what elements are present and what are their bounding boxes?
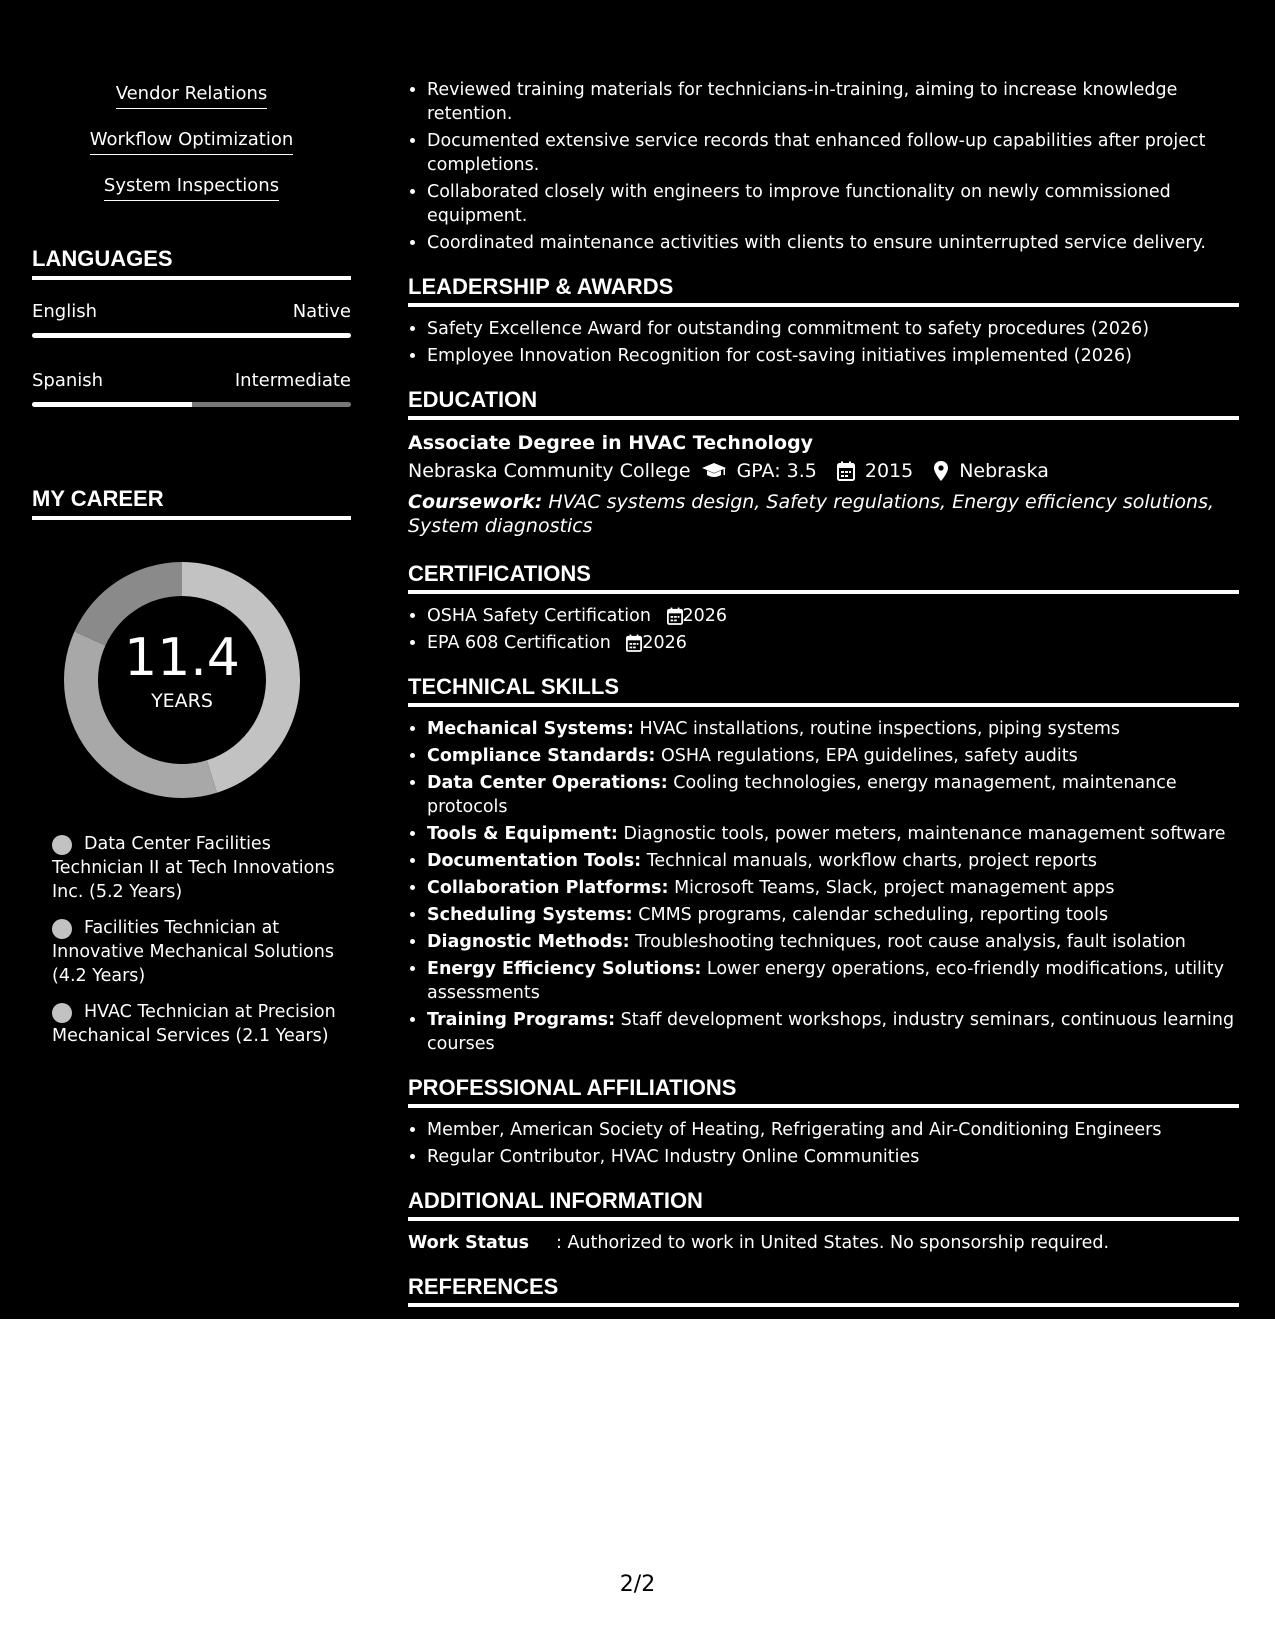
- career-text: Data Center Facilities Technician II at Tech Innovations Inc. (5.2 Years): [52, 834, 335, 902]
- skill-label: Training Programs:: [427, 1010, 616, 1030]
- skill-label: Tools & Equipment:: [427, 824, 618, 844]
- skill-text: HVAC installations, routine inspections, piping systems: [633, 719, 1121, 739]
- certifications-list: [408, 604, 1239, 655]
- language-name: English: [32, 301, 97, 322]
- career-text: Facilities Technician at Innovative Mechanical Solutions (4.2 Years): [52, 918, 334, 986]
- skill-links: [32, 82, 351, 201]
- skill-text: Troubleshooting techniques, root cause analysis, fault isolation: [629, 932, 1186, 952]
- info-label: Work Status: [408, 1233, 530, 1253]
- coursework-text: HVAC systems design, Safety regulations, Energy efficiency solutions, System diagnostics: [408, 491, 1215, 537]
- skill-item: [427, 903, 1239, 927]
- awards-list: [408, 317, 1239, 368]
- experience-bullet: • Documented extensive service records that enhanced follow-up capabilities after project completions.: [427, 129, 1239, 177]
- additional-info-row: [408, 1231, 1239, 1255]
- award-item: • Employee Innovation Recognition for cost-saving initiatives implemented (2026): [427, 344, 1239, 368]
- career-donut: [62, 560, 302, 800]
- certification-year: 2026: [682, 606, 728, 626]
- skill-text: Cooling technologies, energy management, maintenance protocols: [427, 773, 1177, 817]
- skill-label: Mechanical Systems:: [427, 719, 634, 739]
- language-name: Spanish: [32, 370, 104, 391]
- additional-heading: ADDITIONAL INFORMATION: [408, 1187, 1239, 1221]
- sidebar: [32, 82, 351, 1060]
- calendar-icon: [667, 607, 683, 625]
- career-list: [32, 832, 351, 1048]
- career-item: [32, 916, 351, 988]
- skill-label: Collaboration Platforms:: [427, 878, 669, 898]
- skill-label: Data Center Operations:: [427, 773, 668, 793]
- certifications-heading: CERTIFICATIONS: [408, 560, 1239, 594]
- skill-link[interactable]: System Inspections: [104, 174, 279, 201]
- education-school: Nebraska Community College: [408, 460, 691, 482]
- affiliations-list: [408, 1118, 1239, 1169]
- affiliations-heading: PROFESSIONAL AFFILIATIONS: [408, 1074, 1239, 1108]
- career-total: 11.4: [124, 628, 240, 688]
- skill-text: Staff development workshops, industry seminars, continuous learning courses: [427, 1010, 1235, 1054]
- experience-bullets: [408, 78, 1239, 255]
- career-text: HVAC Technician at Precision Mechanical Services (2.1 Years): [52, 1002, 336, 1046]
- skill-link[interactable]: Workflow Optimization: [90, 128, 294, 155]
- affiliation-item: • Member, American Society of Heating, Refrigerating and Air-Conditioning Engineers: [427, 1118, 1239, 1142]
- skill-text: Diagnostic tools, power meters, maintenance management software: [617, 824, 1226, 844]
- skills-heading: TECHNICAL SKILLS: [408, 673, 1239, 707]
- references-text: AVAILABLE ON REQUEST: [408, 1318, 629, 1339]
- calendar-icon: [626, 634, 642, 652]
- page-number: 2/2: [619, 1572, 656, 1597]
- career-heading: MY CAREER: [32, 485, 351, 520]
- education-year: 2015: [864, 460, 914, 482]
- education-coursework: [408, 490, 1239, 538]
- graduation-cap-icon: [701, 461, 727, 481]
- skill-label: Diagnostic Methods:: [427, 932, 630, 952]
- skills-list: [408, 717, 1239, 1056]
- skill-label: Scheduling Systems:: [427, 905, 633, 925]
- education-location: Nebraska: [959, 460, 1049, 482]
- language-spanish: [32, 369, 351, 407]
- skill-text: Technical manuals, workflow charts, project reports: [641, 851, 1097, 871]
- skill-item: [427, 717, 1239, 741]
- education-gpa: GPA: 3.5: [736, 460, 817, 482]
- coursework-label: Coursework:: [408, 491, 543, 513]
- main-content: [408, 78, 1239, 1341]
- career-dot: [52, 919, 72, 939]
- skill-text: Lower energy operations, eco-friendly modifications, utility assessments: [427, 959, 1224, 1003]
- education-degree: Associate Degree in HVAC Technology: [408, 432, 814, 454]
- skill-item: [427, 1008, 1239, 1056]
- location-pin-icon: [933, 460, 949, 482]
- references-heading: REFERENCES: [408, 1273, 1239, 1307]
- language-bar-fill: [32, 333, 351, 338]
- skill-label: Documentation Tools:: [427, 851, 642, 871]
- career-item: [32, 832, 351, 904]
- skill-item: [427, 744, 1239, 768]
- career-item: [32, 1000, 351, 1048]
- skill-text: CMMS programs, calendar scheduling, reporting tools: [632, 905, 1109, 925]
- skill-link[interactable]: Vendor Relations: [116, 82, 268, 109]
- award-item: • Safety Excellence Award for outstanding commitment to safety procedures (2026): [427, 317, 1239, 341]
- affiliation-item: • Regular Contributor, HVAC Industry Online Communities: [427, 1145, 1239, 1169]
- skill-text: OSHA regulations, EPA guidelines, safety audits: [655, 746, 1078, 766]
- skill-item: [427, 771, 1239, 819]
- experience-bullet: • Coordinated maintenance activities with clients to ensure uninterrupted service delivery.: [427, 231, 1239, 255]
- skill-item: [427, 930, 1239, 954]
- skill-item: [427, 822, 1239, 846]
- skill-item: [427, 957, 1239, 1005]
- language-bar: [32, 402, 351, 407]
- skill-text: Microsoft Teams, Slack, project management apps: [668, 878, 1115, 898]
- career-unit: YEARS: [151, 690, 213, 712]
- skill-label: Compliance Standards:: [427, 746, 656, 766]
- language-level: Intermediate: [234, 370, 351, 391]
- education-heading: EDUCATION: [408, 386, 1239, 420]
- certification-item: [427, 604, 1239, 628]
- language-level: Native: [292, 301, 351, 322]
- certification-item: [427, 631, 1239, 655]
- skill-item: [427, 876, 1239, 900]
- certification-name: EPA 608 Certification: [427, 633, 611, 653]
- language-bar: [32, 333, 351, 338]
- language-english: [32, 300, 351, 338]
- education-meta: [408, 456, 1239, 486]
- skill-label: Energy Efficiency Solutions:: [427, 959, 702, 979]
- certification-year: 2026: [642, 633, 687, 653]
- experience-bullet: • Collaborated closely with engineers to improve functionality on newly commissioned equipment.: [427, 180, 1239, 228]
- language-bar-fill: [32, 402, 192, 407]
- experience-bullet: • Reviewed training materials for technicians-in-training, aiming to increase knowledge retention.: [427, 78, 1239, 126]
- career-dot: [52, 835, 72, 855]
- certification-name: OSHA Safety Certification: [427, 606, 651, 626]
- info-text: : Authorized to work in United States. No sponsorship required.: [556, 1233, 1110, 1253]
- career-dot: [52, 1003, 72, 1023]
- calendar-icon: [837, 461, 855, 481]
- skill-item: [427, 849, 1239, 873]
- languages-heading: LANGUAGES: [32, 245, 351, 280]
- awards-heading: LEADERSHIP & AWARDS: [408, 273, 1239, 307]
